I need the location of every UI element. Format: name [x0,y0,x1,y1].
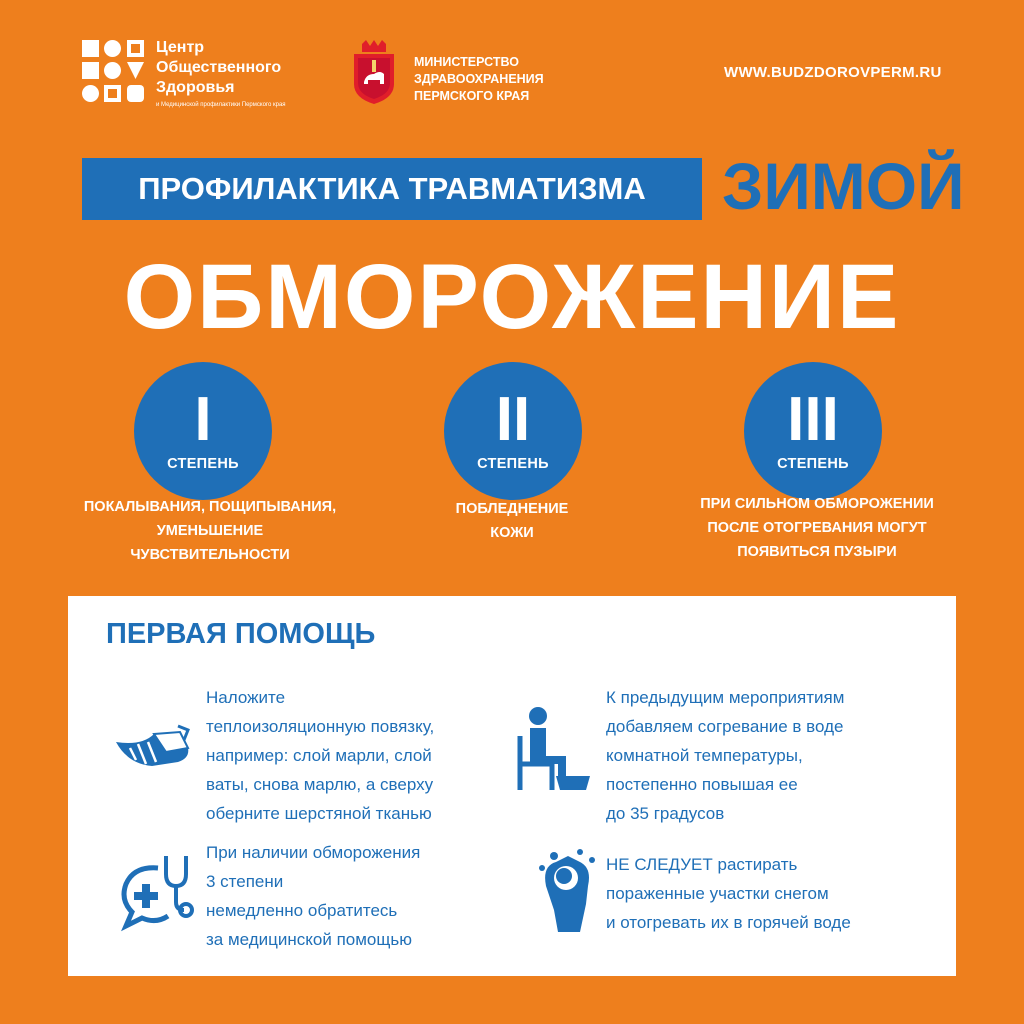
frostbite-title: ОБМОРОЖЕНИЕ [123,246,901,348]
first-aid-title: ПЕРВАЯ ПОМОЩЬ [106,618,376,650]
degree-2-description: ПОБЛЕДНЕНИЕ КОЖИ [455,501,569,541]
degree-3-label: СТЕПЕНЬ [777,456,849,472]
degree-3-description: ПРИ СИЛЬНОМ ОБМОРОЖЕНИИ ПОСЛЕ ОТОГРЕВАНИЯ МОГУТ ПОЯВИТЬСЯ ПУЗЫРИ [700,496,934,560]
degree-1-label: СТЕПЕНЬ [167,456,239,472]
aid-item-2-text: К предыдущим мероприятиям добавляем согревание в воде комнатной температуры, постепенно повышая ее до 35 градусов [606,688,845,823]
ministry-name: МИНИСТЕРСТВО ЗДРАВООХРАНЕНИЯ ПЕРМСКОГО КРАЯ [414,55,544,103]
prevention-title: ПРОФИЛАКТИКА ТРАВМАТИЗМА [82,158,702,220]
medical-help-icon [112,848,202,938]
degree-1-numeral: I [194,385,212,454]
degree-2-circle [444,362,582,500]
winter-title: ЗИМОЙ [722,149,965,223]
degree-1-circle [134,362,272,500]
perm-emblem-icon [350,40,398,104]
person-footbath-icon [508,706,598,796]
center-subtitle: и Медицинской профилактики Пермского края [156,102,286,108]
degree-2-label: СТЕПЕНЬ [477,456,549,472]
center-name: Центр Общественного Здоровья [156,39,282,96]
degree-1-description: ПОКАЛЫВАНИЯ, ПОЩИПЫВАНИЯ, УМЕНЬШЕНИЕ ЧУВСТВИТЕЛЬНОСТИ [83,499,337,563]
aid-item-3-text: При наличии обморожения 3 степени немедленно обратитесь за медицинской помощью [206,843,421,949]
degree-3-numeral: III [787,385,839,454]
aid-item-4-text: НЕ СЛЕДУЕТ растирать пораженные участки снегом и отогревать их в горячей воде [606,855,851,932]
degree-3-circle [744,362,882,500]
website-link[interactable]: WWW.BUDZDOROVPERM.RU [724,64,942,81]
bandage-foot-icon [108,712,198,802]
hand-snow-icon [522,846,612,936]
degree-2-numeral: II [495,385,531,454]
aid-item-1-text: Наложите теплоизоляционную повязку, например: слой марли, слой ваты, снова марлю, а сверху оберните шерстяной тканью [206,688,435,823]
center-logo-icon [82,40,144,102]
